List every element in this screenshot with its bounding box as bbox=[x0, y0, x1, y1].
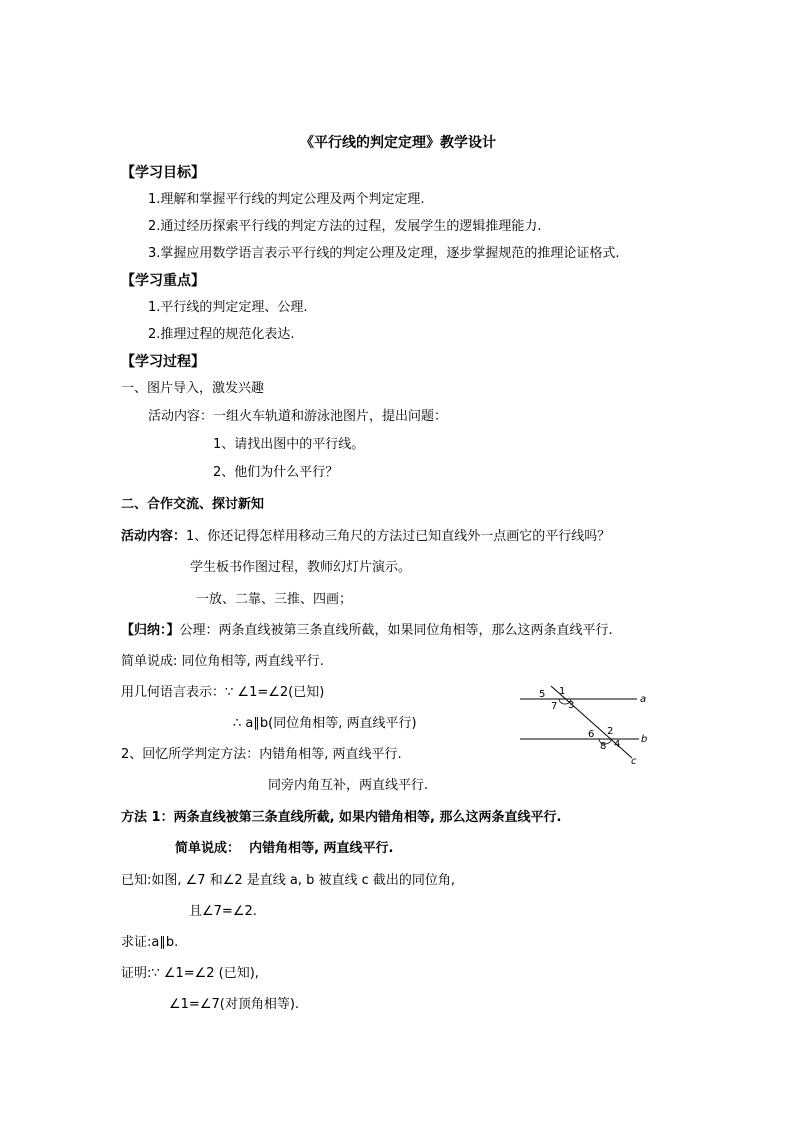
summary-text: 公理：两条直线被第三条直线所截，如果同位角相等，那么这两条直线平行. bbox=[179, 623, 613, 638]
summary bbox=[121, 622, 613, 640]
objective-item-2: 2.通过经历探索平行线的判定方法的过程，发展学生的逻辑推理能力. bbox=[148, 219, 542, 234]
method1-prove: 求证:a∥b. bbox=[121, 935, 179, 950]
recall-line-1: 2、回忆所学判定方法：内错角相等, 两直线平行. bbox=[121, 747, 402, 762]
section2-activity bbox=[121, 528, 610, 546]
method1-simple-text: 内错角相等, 两直线平行. bbox=[249, 841, 394, 856]
geometry-line-2: ∴ a∥b(同位角相等, 两直线平行) bbox=[233, 716, 417, 731]
label-1: 1 bbox=[559, 686, 566, 697]
objectives-header: 【学习目标】 bbox=[121, 165, 205, 181]
section2-activity-label: 活动内容： bbox=[121, 529, 187, 544]
method1-simple-label: 简单说成： bbox=[175, 841, 241, 856]
geometry-expression bbox=[121, 684, 324, 702]
section2-line-2: 一放、二靠、三推、四画； bbox=[196, 592, 353, 607]
method1-proof-2: ∠1=∠7(对顶角相等). bbox=[169, 997, 300, 1012]
geometry-line-1: ∵ ∠1=∠2(已知) bbox=[225, 685, 325, 700]
label-c: c bbox=[631, 756, 637, 767]
label-b: b bbox=[641, 734, 648, 745]
method1-proof-1: 证明:∵ ∠1=∠2 (已知), bbox=[121, 966, 259, 981]
label-5: 5 bbox=[539, 689, 546, 700]
page-title: 《平行线的判定定理》教学设计 bbox=[300, 135, 496, 151]
method1-title: 方法 1：两条直线被第三条直线所截, 如果内错角相等, 那么这两条直线平行. bbox=[121, 810, 562, 825]
section1-question-2: 2、他们为什么平行？ bbox=[213, 465, 339, 480]
section1-activity: 活动内容：一组火车轨道和游泳池图片，提出问题： bbox=[148, 409, 448, 424]
summary-simple: 简单说成: 同位角相等, 两直线平行. bbox=[121, 654, 324, 669]
section1-heading: 一、图片导入，激发兴趣 bbox=[121, 381, 265, 396]
section1-question-1: 1、请找出图中的平行线。 bbox=[213, 437, 365, 452]
label-4: 4 bbox=[614, 739, 621, 750]
parallel-lines-figure bbox=[515, 680, 675, 770]
keypoint-item-2: 2.推理过程的规范化表达. bbox=[148, 327, 295, 342]
label-3: 3 bbox=[568, 700, 575, 711]
summary-label: 【归纳：】 bbox=[121, 623, 180, 638]
process-header: 【学习过程】 bbox=[121, 354, 205, 370]
label-a: a bbox=[640, 694, 647, 705]
section2-activity-text: 1、你还记得怎样用移动三角尺的方法过已知直线外一点画它的平行线吗？ bbox=[186, 529, 611, 544]
method1-condition: 且∠7=∠2. bbox=[189, 904, 257, 919]
method1-known: 已知:如图, ∠7 和∠2 是直线 a, b 被直线 c 截出的同位角, bbox=[121, 873, 456, 888]
section2-heading: 二、合作交流、探讨新知 bbox=[121, 497, 265, 512]
objective-item-3: 3.掌握应用数学语言表示平行线的判定公理及定理，逐步掌握规范的推理论证格式. bbox=[148, 246, 620, 261]
geometry-label: 用几何语言表示： bbox=[121, 685, 226, 700]
label-2: 2 bbox=[607, 726, 614, 737]
objective-item-1: 1.理解和掌握平行线的判定公理及两个判定定理. bbox=[148, 192, 425, 207]
keypoints-header: 【学习重点】 bbox=[121, 273, 205, 289]
method1-simple bbox=[175, 840, 393, 858]
label-7: 7 bbox=[551, 701, 558, 712]
label-6: 6 bbox=[588, 729, 595, 740]
keypoint-item-1: 1.平行线的判定定理、公理. bbox=[148, 300, 308, 315]
recall-line-2: 同旁内角互补，两直线平行. bbox=[268, 778, 429, 793]
section2-line-1: 学生板书作图过程，教师幻灯片演示。 bbox=[190, 560, 412, 575]
label-8: 8 bbox=[600, 741, 607, 752]
